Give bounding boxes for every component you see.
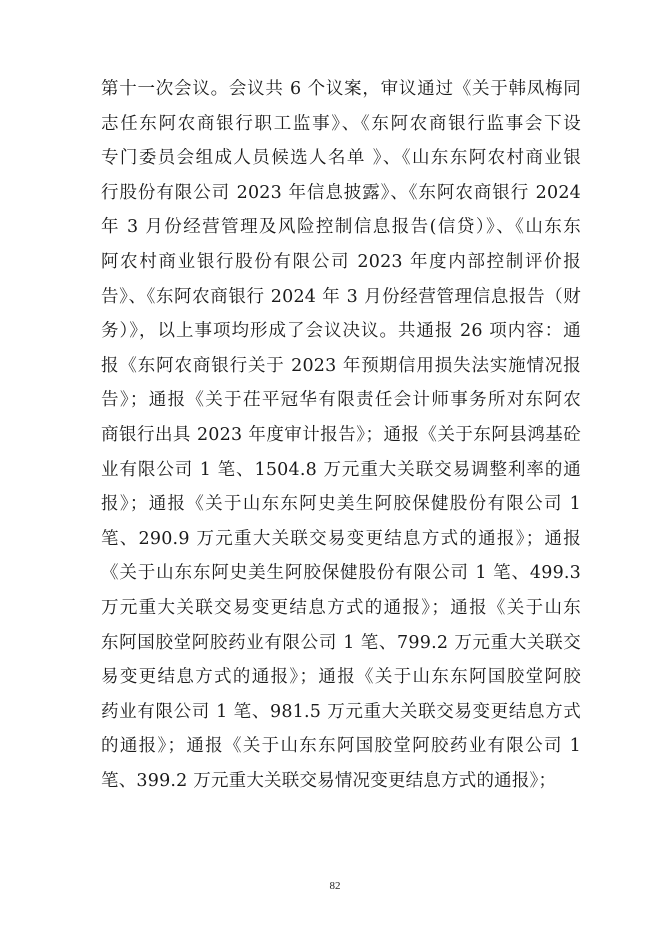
text-line: 业有限公司 1 笔、1504.8 万元重大关联交易调整利率的通 [101, 459, 581, 480]
text-line: 易变更结息方式的通报》；通报《关于山东东阿国胶堂阿胶 [101, 667, 581, 688]
text-line: 《关于山东东阿史美生阿胶保健股份有限公司 1 笔、499.3 [101, 563, 581, 584]
text-line: 年 3 月份经营管理及风险控制信息报告(信贷）》、《山东东 [101, 217, 581, 238]
text-line: 告》；通报《关于茌平冠华有限责任会计师事务所对东阿农 [101, 390, 581, 411]
text-line: 阿农村商业银行股份有限公司 2023 年度内部控制评价报 [101, 251, 581, 272]
text-line: 的通报》；通报《关于山东东阿国胶堂阿胶药业有限公司 1 [101, 736, 581, 757]
text-line: 行股份有限公司 2023 年信息披露》、《东阿农商银行 2024 [101, 182, 581, 203]
text-line: 第十一次会议。会议共 6 个议案，审议通过《关于韩凤梅同 [101, 79, 581, 99]
text-line: 报》；通报《关于山东东阿史美生阿胶保健股份有限公司 1 [101, 494, 581, 515]
text-line: 专门委员会组成人员候选人名单 》、《山东东阿农村商业银 [101, 148, 581, 169]
text-line: 报《东阿农商银行关于 2023 年预期信用损失法实施情况报 [101, 355, 581, 376]
text-line: 商银行出具 2023 年度审计报告》；通报《关于东阿县鸿基砼 [101, 424, 581, 445]
text-line: 笔、290.9 万元重大关联交易变更结息方式的通报》；通报 [101, 528, 581, 549]
body-paragraph [101, 72, 581, 798]
text-line: 药业有限公司 1 笔、981.5 万元重大关联交易变更结息方式 [101, 701, 581, 722]
text-line: 笔、399.2 万元重大关联交易情况变更结息方式的通报》； [101, 770, 557, 791]
text-line: 务）》，以上事项均形成了会议决议。共通报 26 项内容：通 [101, 321, 581, 342]
page-number: 82 [329, 880, 341, 892]
text-line: 志任东阿农商银行职工监事》、《东阿农商银行监事会下设 [101, 113, 581, 134]
text-line: 告》、《东阿农商银行 2024 年 3 月份经营管理信息报告（财 [101, 286, 581, 307]
text-line: 东阿国胶堂阿胶药业有限公司 1 笔、799.2 万元重大关联交 [101, 632, 581, 653]
text-line: 万元重大关联交易变更结息方式的通报》；通报《关于山东 [101, 597, 581, 618]
